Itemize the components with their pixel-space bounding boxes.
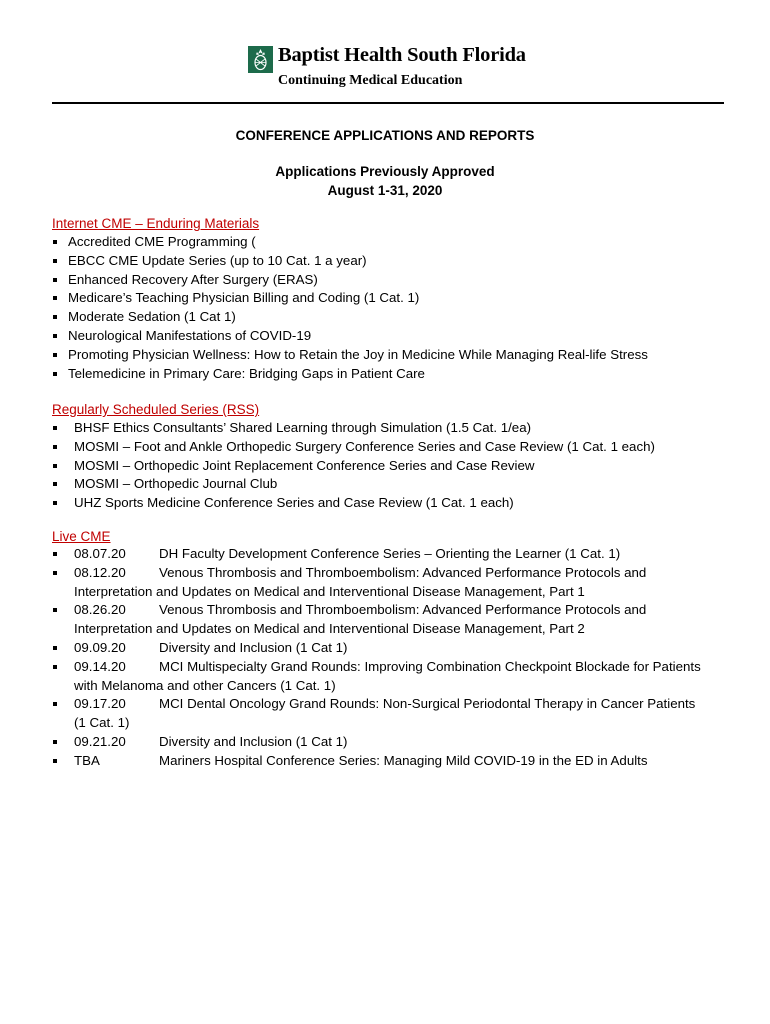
event-title: MCI Multispecialty Grand Rounds: Improving Combination Checkpoint Blockade for Patients [159, 658, 701, 674]
list-item: MOSMI – Orthopedic Journal Club [52, 475, 732, 494]
list-item: MOSMI – Orthopedic Joint Replacement Conference Series and Case Review [52, 457, 732, 476]
letterhead [248, 44, 538, 94]
list-item: Neurological Manifestations of COVID-19 [52, 327, 732, 346]
list-item: Moderate Sedation (1 Cat 1) [52, 308, 732, 327]
event-title-cont: with Melanoma and other Cancers (1 Cat. 1) [74, 677, 336, 693]
event-title-cont: Interpretation and Updates on Medical and Interventional Disease Management, Part 1 [74, 583, 585, 599]
page-title: CONFERENCE APPLICATIONS AND REPORTS [235, 128, 535, 143]
section-heading-live: Live CME [52, 529, 111, 544]
event-date: TBA [74, 752, 100, 768]
event-date: 08.12.20 [74, 564, 126, 580]
pineapple-logo-icon [248, 46, 273, 73]
section-heading-internet: Internet CME – Enduring Materials [52, 216, 260, 231]
event-title: MCI Dental Oncology Grand Rounds: Non-Surgical Periodontal Therapy in Cancer Patients [159, 696, 696, 712]
list-item [52, 639, 732, 658]
date-range: August 1-31, 2020 [327, 183, 443, 198]
list-item: Telemedicine in Primary Care: Bridging Gaps in Patient Care [52, 365, 732, 384]
event-date: 09.09.20 [74, 639, 126, 655]
list-item [52, 545, 732, 564]
list-item [52, 564, 732, 602]
list-item: Medicare’s Teaching Physician Billing and Coding (1 Cat. 1) [52, 289, 732, 308]
list-item [52, 658, 732, 696]
list-item: Enhanced Recovery After Surgery (ERAS) [52, 271, 732, 290]
list-item: Accredited CME Programming ( [52, 233, 732, 252]
event-title: Mariners Hospital Conference Series: Managing Mild COVID-19 in the ED in Adults [159, 752, 648, 768]
event-date: 09.21.20 [74, 733, 126, 749]
live-list [52, 545, 732, 771]
brand-name: Baptist Health South Florida [278, 44, 526, 66]
header-divider [52, 102, 724, 104]
list-item [52, 601, 732, 639]
list-item: MOSMI – Foot and Ankle Orthopedic Surgery Conference Series and Case Review (1 Cat. 1 each) [52, 438, 732, 457]
event-date: 08.07.20 [74, 546, 126, 561]
event-date: 08.26.20 [74, 602, 126, 618]
event-title: Diversity and Inclusion (1 Cat 1) [159, 639, 348, 655]
event-title-cont: Interpretation and Updates on Medical and Interventional Disease Management, Part 2 [74, 621, 585, 637]
list-item [52, 695, 732, 733]
list-item: UHZ Sports Medicine Conference Series and Case Review (1 Cat. 1 each) [52, 494, 732, 513]
list-item: BHSF Ethics Consultants’ Shared Learning through Simulation (1.5 Cat. 1/ea) [52, 419, 732, 438]
rss-list [52, 419, 732, 513]
list-item [52, 733, 732, 752]
internet-list [52, 233, 732, 383]
brand-subtitle: Continuing Medical Education [278, 73, 463, 88]
list-item: Promoting Physician Wellness: How to Retain the Joy in Medicine While Managing Real-life Stress [52, 346, 732, 365]
event-title: Venous Thrombosis and Thromboembolism: Advanced Performance Protocols and [159, 602, 647, 618]
page-subtitle: Applications Previously Approved [275, 164, 495, 179]
event-title: DH Faculty Development Conference Series – Orienting the Learner (1 Cat. 1) [159, 546, 621, 561]
list-item: EBCC CME Update Series (up to 10 Cat. 1 a year) [52, 252, 732, 271]
event-title: Venous Thrombosis and Thromboembolism: Advanced Performance Protocols and [159, 564, 647, 580]
section-heading-rss: Regularly Scheduled Series (RSS) [52, 402, 260, 417]
list-item [52, 752, 732, 771]
event-title: Diversity and Inclusion (1 Cat 1) [159, 733, 348, 749]
event-date: 09.17.20 [74, 696, 126, 712]
event-date: 09.14.20 [74, 658, 126, 674]
event-title-cont: (1 Cat. 1) [74, 715, 130, 731]
